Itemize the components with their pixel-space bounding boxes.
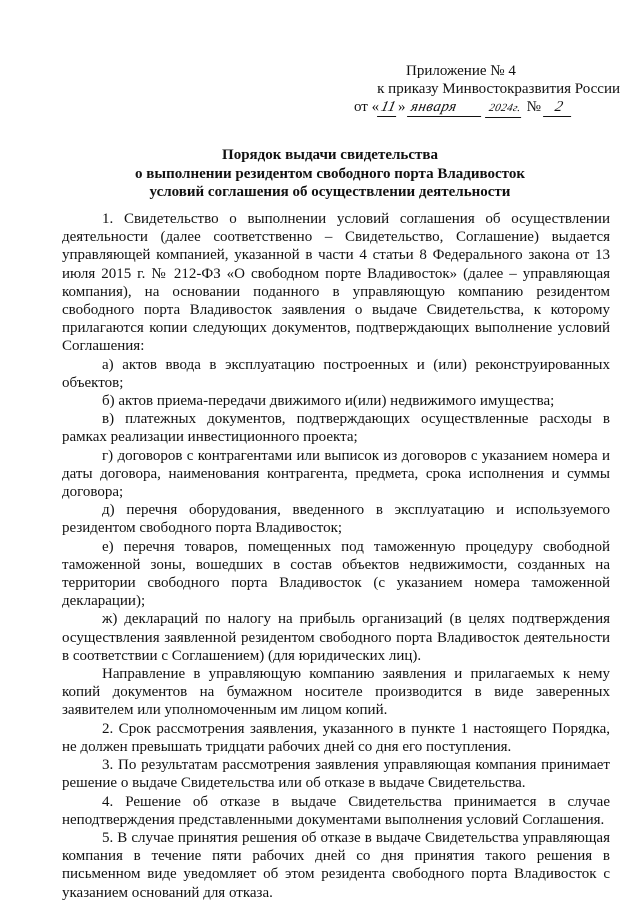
paragraph-1g: г) договоров с контрагентами или выписок из договоров с указанием номера и даты договора, наименования контрагента, предмета, срока исполнения и суммы договора; [62,447,610,501]
document-title [60,146,600,202]
appendix-block [340,62,620,118]
paragraph-1zh: ж) деклараций по налогу на прибыль организаций (в целях подтверждения осуществления заявленной резидентом свободного порта Владивосток деятельности в соответствии с Соглашением) (для юридических лиц). [62,611,610,664]
title-line-3: условий соглашения об осуществлении деятельности [149,184,511,200]
document-body [62,210,610,902]
handwritten-number: 2 [543,98,575,117]
paragraph-3: 3. По результатам рассмотрения заявления управляющая компания принимает решение о выдаче Свидетельства или об отказе в выдаче Свидетельства. [62,757,610,792]
paragraph-1b: б) актов приема-передачи движимого и(или) недвижимого имущества; [102,393,555,410]
handwritten-month: января [407,98,485,117]
paragraph-4: 4. Решение об отказе в выдаче Свидетельства принимается в случае неподтверждения представленными документами выполнения условий Соглашения. [62,793,610,828]
appendix-order-ref: к приказу Минвостокразвития России [377,81,620,97]
handwritten-day: 11 [377,98,400,117]
appendix-number: Приложение № 4 [406,63,516,79]
paragraph-1a: а) актов ввода в эксплуатацию построенных и (или) реконструированных объектов; [62,356,610,391]
paragraph-submission: Направление в управляющую компанию заявления и прилагаемых к нему копий документов на бумажном носителе производится в виде заверенных заявителем или уполномоченным им лицом копий. [62,666,610,719]
paragraph-2: 2. Срок рассмотрения заявления, указанного в пункте 1 настоящего Порядка, не должен превышать тридцати рабочих дней со дня его поступления. [62,720,610,755]
title-line-2: о выполнении резидентом свободного порта Владивосток [135,165,525,182]
paragraph-1d: д) перечня оборудования, введенного в эксплуатацию и используемого резидентом свободного порта Владивосток; [62,502,610,537]
date-mid: » [398,99,406,115]
number-prefix: № [526,99,541,115]
handwritten-year: 2024г. [485,99,525,118]
title-line-1: Порядок выдачи свидетельства [222,147,438,163]
paragraph-1e: е) перечня товаров, помещенных под таможенную процедуру свободной таможенной зоны, вошедших в состав объектов недвижимости, созданных на территории свободного порта Владивосток (с указанием номера таможенной декларации); [62,538,610,610]
paragraph-1v: в) платежных документов, подтверждающих осуществленные расходы в рамках реализации инвестиционного проекта; [62,411,610,446]
paragraph-5: 5. В случае принятия решения об отказе в выдаче Свидетельства управляющая компания в течение пяти рабочих дней со дня принятия такого решения в письменном виде уведомляет об этом резидента свободного порта Владивосток с указанием оснований для отказа. [62,829,610,901]
date-prefix: от « [354,99,380,115]
paragraph-1: 1. Свидетельство о выполнении условий соглашения об осуществлении деятельности (далее соответственно – Свидетельство, Соглашение) выдается управляющей компанией, указанной в части 4 статьи 8 Федерального закона от 13 июля 2015 г. № 212-ФЗ «О свободном порте Владивосток» (далее – управляющая компания), на основании поданного в управляющую компанию резидентом свободного порта Владивосток заявления о выдаче Свидетельства, к которому прилагаются копии следующих документов, подтверждающих выполнение условий Соглашения: [62,211,610,355]
appendix-date-line [340,98,620,118]
